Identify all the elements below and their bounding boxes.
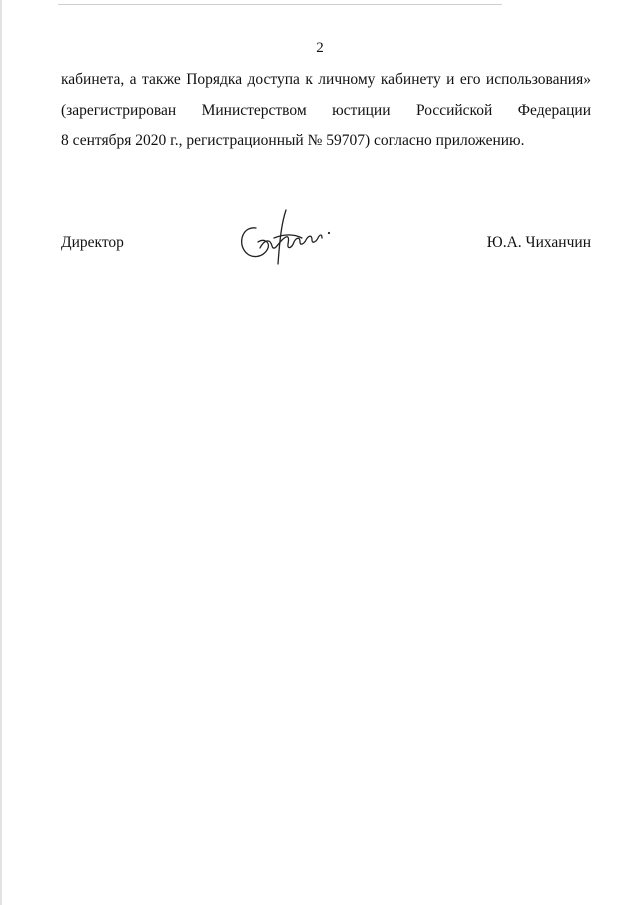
body-text-line-3: 8 сентября 2020 г., регистрационный № 59707) согласно приложению.: [61, 132, 525, 149]
scan-left-edge: [0, 0, 2, 905]
body-text-line-2: (зарегистрирован Министерством юстиции Российской Федерации: [61, 102, 591, 119]
scan-top-edge: [58, 4, 502, 5]
signer-name: Ю.А. Чиханчин: [486, 234, 591, 251]
page-number: 2: [316, 40, 324, 56]
handwritten-signature-icon: [234, 204, 334, 268]
signer-position: Директор: [61, 234, 124, 251]
body-text-line-1: кабинета, а также Порядка доступа к личному кабинету и его использования»: [61, 71, 591, 88]
